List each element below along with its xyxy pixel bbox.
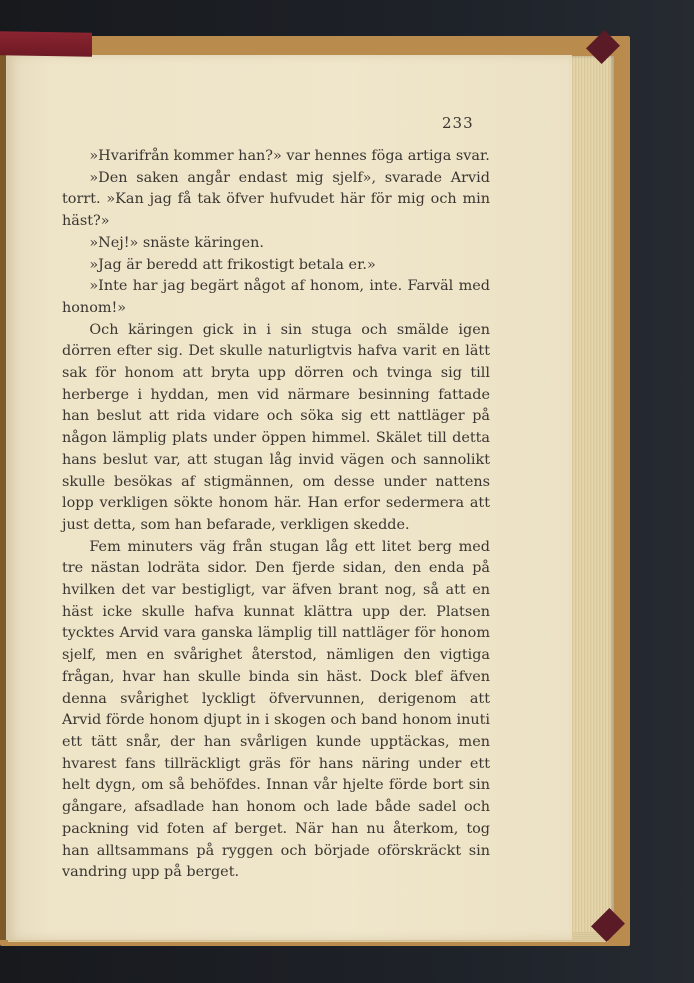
page-fore-edge bbox=[566, 56, 614, 936]
page-number: 233 bbox=[442, 114, 474, 132]
paragraph: »Den saken angår endast mig sjelf», svarade Arvid torrt. »Kan jag få tak öfver hufvudet här för mig och min häst?» bbox=[62, 169, 490, 230]
bookmark-ribbon bbox=[0, 31, 92, 57]
paragraph: Och käringen gick in i sin stuga och smälde igen dörren efter sig. Det skulle naturligtvis hafva varit en lätt sak för honom att bryta upp dörren och tvinga sig till herberge i hyddan, men vid närmare besinning fattade han beslut att rida vidare och söka sig ett nattläger på någon lämplig plats under öppen himmel. Skälet till detta hans beslut var, att stugan låg invid vägen och sannolikt skulle besökas af stigmännen, om desse under nattens lopp verkligen sökte honom här. Han erfor sedermera att just detta, som han befarade, verkligen skedde. bbox=[62, 321, 490, 533]
paragraph: »Jag är beredd att frikostigt betala er.» bbox=[89, 256, 376, 273]
paragraph: »Inte har jag begärt något af honom, inte. Farväl med honom!» bbox=[62, 278, 490, 316]
body-text bbox=[62, 146, 490, 884]
paragraph: Fem minuters väg från stugan låg ett litet berg med tre nästan lodräta sidor. Den fjerde sidan, den enda på hvilken det var bestigligt, var äfven brant nog, så att en häst icke skulle hafva kunnat klättra upp der. Platsen tycktes Arvid vara ganska lämplig till nattläger för honom sjelf, men en svårighet återstod, nämligen den vigtiga frågan, hvar han skulle binda sin häst. Dock blef äfven denna svårighet lyckligt öfvervunnen, derigenom att Arvid förde honom djupt in i skogen och band honom inuti ett tätt snår, der han svårligen kunde upptäckas, men hvarest fans tillräckligt gräs för hans näring under ett helt dygn, om så behöfdes. Innan vår hjelte förde bort sin gångare, afsadlade han honom och lade både sadel och packning vid foten af berget. När han nu återkom, tog han alltsammans på ryggen och började oförskräckt sin vandring upp på berget. bbox=[62, 538, 490, 881]
paragraph: »Hvarifrån kommer han?» var hennes föga artiga svar. bbox=[89, 148, 490, 164]
paragraph: »Nej!» snäste käringen. bbox=[89, 234, 265, 251]
